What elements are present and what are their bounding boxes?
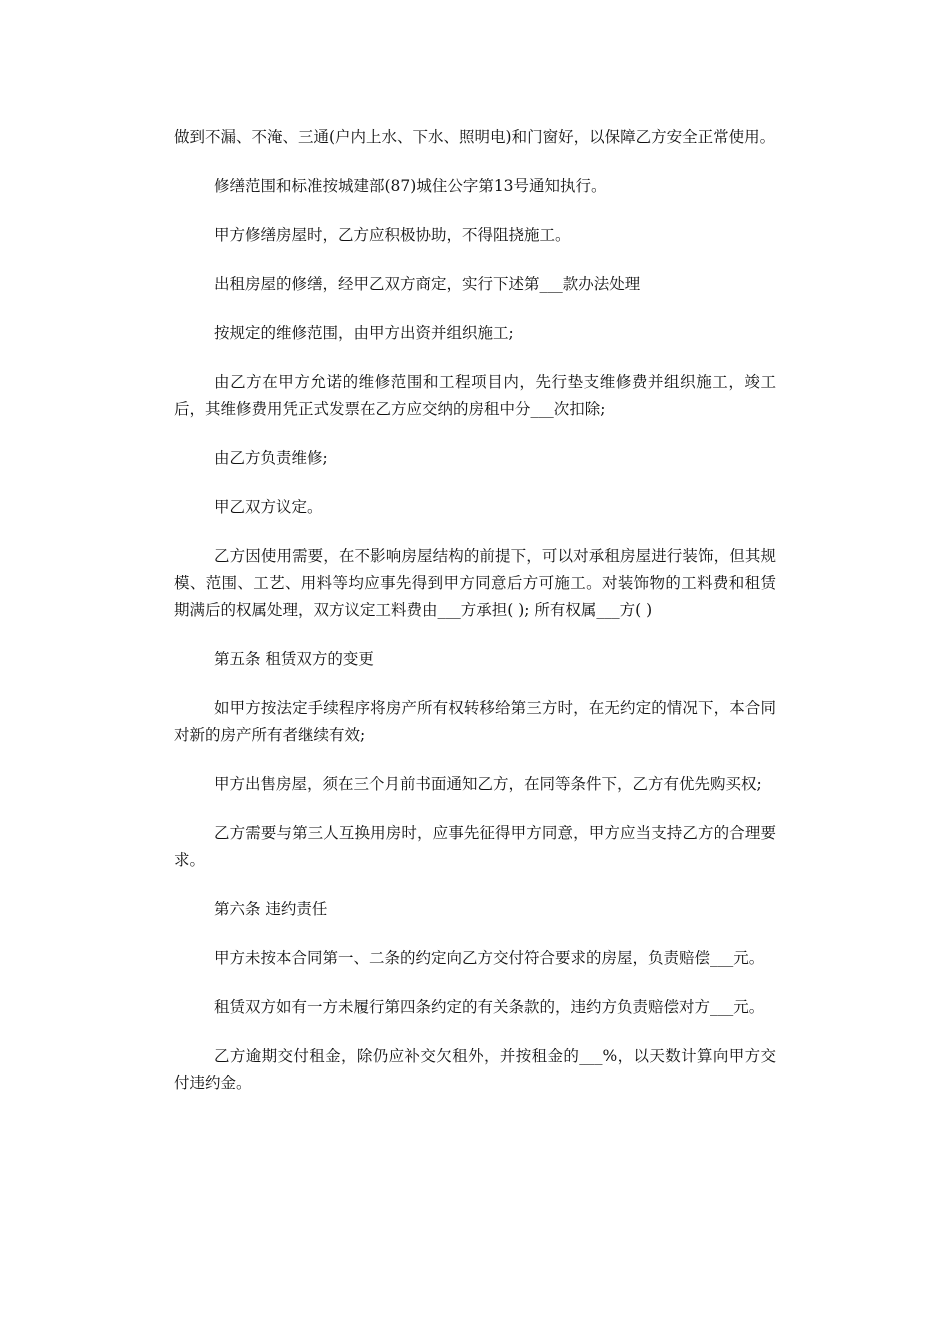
paragraph: 乙方逾期交付租金，除仍应补交欠租外，并按租金的___%，以天数计算向甲方交付违约金。 <box>174 1047 776 1092</box>
paragraph: 乙方需要与第三人互换用房时，应事先征得甲方同意，甲方应当支持乙方的合理要求。 <box>174 824 776 869</box>
paragraph: 甲方未按本合同第一、二条的约定向乙方交付符合要求的房屋，负责赔偿___元。 <box>214 949 765 967</box>
section-heading: 第六条 违约责任 <box>214 900 328 918</box>
paragraph: 做到不漏、不淹、三通(户内上水、下水、照明电)和门窗好，以保障乙方安全正常使用。 <box>174 128 776 146</box>
paragraph: 出租房屋的修缮，经甲乙双方商定，实行下述第___款办法处理 <box>214 275 641 293</box>
paragraph: 修缮范围和标准按城建部(87)城住公字第13号通知执行。 <box>214 177 607 195</box>
paragraph: 按规定的维修范围，由甲方出资并组织施工; <box>214 324 514 342</box>
paragraph: 如甲方按法定手续程序将房产所有权转移给第三方时，在无约定的情况下，本合同对新的房产所有者继续有效; <box>174 699 776 744</box>
paragraph: 租赁双方如有一方未履行第四条约定的有关条款的，违约方负责赔偿对方___元。 <box>214 998 765 1016</box>
paragraph: 乙方因使用需要，在不影响房屋结构的前提下，可以对承租房屋进行装饰，但其规模、范围、工艺、用料等均应事先得到甲方同意后方可施工。对装饰物的工料费和租赁期满后的权属处理，双方议定工料费由___方承担( ); 所有权属___方( ) <box>174 547 776 619</box>
paragraph: 甲方修缮房屋时，乙方应积极协助，不得阻挠施工。 <box>214 226 571 244</box>
section-heading: 第五条 租赁双方的变更 <box>214 650 374 668</box>
paragraph: 由乙方负责维修; <box>214 449 328 467</box>
paragraph: 由乙方在甲方允诺的维修范围和工程项目内，先行垫支维修费并组织施工，竣工后，其维修费用凭正式发票在乙方应交纳的房租中分___次扣除; <box>174 373 776 418</box>
paragraph: 甲方出售房屋，须在三个月前书面通知乙方，在同等条件下，乙方有优先购买权; <box>214 775 762 793</box>
paragraph: 甲乙双方议定。 <box>214 498 323 516</box>
document-page <box>174 124 776 1119</box>
